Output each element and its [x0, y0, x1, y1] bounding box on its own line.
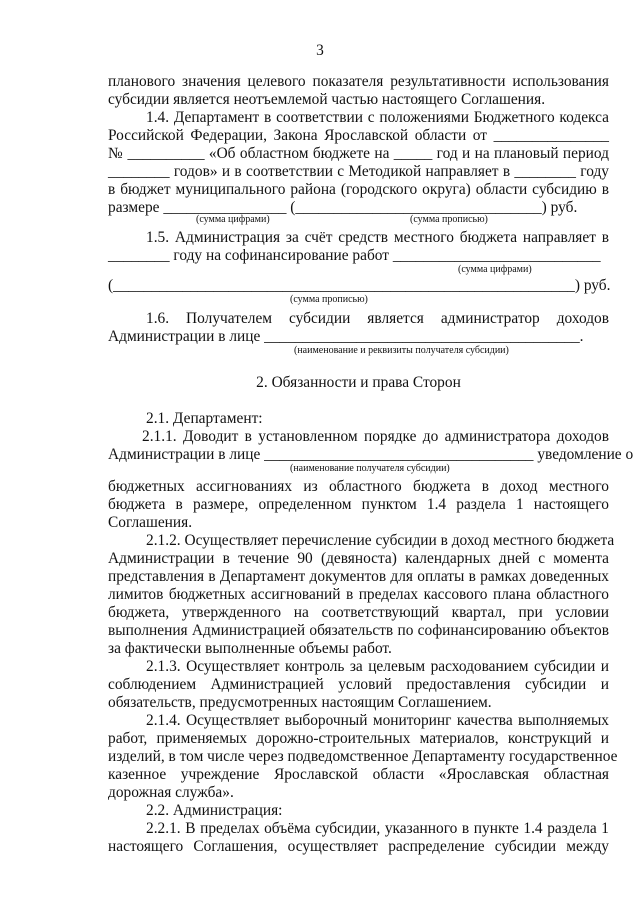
section-heading: 2. Обязанности и права Сторон — [256, 374, 461, 391]
text-line: 2.1.2. Осуществляет перечисление субсидии в доход местного бюджета — [146, 532, 615, 549]
page-number: 3 — [316, 42, 324, 59]
text-line: дорожная служба». — [108, 784, 234, 801]
text-line: представления в Департамент документов для оплаты в рамках доведенных — [108, 568, 609, 585]
text-line: выполнения Администрацией обязательств по софинансированию объектов — [108, 622, 609, 639]
text-line: изделий, в том числе через подведомственное Департаменту государственное — [108, 748, 618, 765]
text-line: Администрации в течение 90 (девяноста) календарных дней с момента — [108, 550, 609, 567]
text-line: соблюдением Администрацией условий предоставления субсидии и — [108, 676, 609, 693]
text-line: субсидии является неотъемлемой частью настоящего Соглашения. — [108, 91, 546, 108]
text-line: работ, применяемых дорожно-строительных материалов, конструкций и — [108, 730, 609, 747]
text-line: обязательств, предусмотренных настоящим Соглашением. — [108, 694, 492, 711]
text-line: Администрации в лице ___________________________________ уведомление о — [108, 446, 634, 463]
caption-sum-digits: (сумма цифрами) — [458, 264, 532, 275]
text-line: ________ году на софинансирование работ ___________________________ — [108, 247, 601, 264]
text-line: 2.1.3. Осуществляет контроль за целевым расходованием субсидии и — [146, 658, 609, 675]
text-line: за фактически выполненные объемы работ. — [108, 640, 392, 657]
text-line: в бюджет муниципального района (городского округа) области субсидию в — [108, 181, 609, 198]
text-line: бюджетных ассигнованиях из областного бюджета в доход местного — [108, 478, 609, 495]
caption-sum-words: (сумма прописью) — [410, 214, 488, 225]
text-line: 2.2.1. В пределах объёма субсидии, указанного в пункте 1.4 раздела 1 — [146, 820, 609, 837]
text-line: 2.1.4. Осуществляет выборочный мониторинг качества выполняемых — [146, 712, 609, 729]
caption-recipient-name: (наименование получателя субсидии) — [290, 463, 450, 474]
text-line: планового значения целевого показателя результативности использования — [108, 73, 609, 90]
text-line: ________ годов» и в соответствии с Методикой направляет в ________ году — [108, 163, 609, 180]
caption-sum-digits: (сумма цифрами) — [196, 214, 270, 225]
text-line: Администрации в лице _________________________________________. — [108, 328, 584, 345]
text-line: 1.5. Администрация за счёт средств местного бюджета направляет в — [146, 229, 609, 246]
text-line: 2.2. Администрация: — [146, 802, 283, 819]
text-line: бюджета, утвержденного на соответствующий квартал, при условии — [108, 604, 609, 621]
text-line: казенное учреждение Ярославской области «Ярославская областная — [108, 766, 609, 783]
text-line: (____________________________________________________________) руб. — [108, 277, 611, 294]
caption-sum-words: (сумма прописью) — [290, 294, 368, 305]
text-line: 1.6. Получателем субсидии является администратор доходов — [146, 310, 609, 327]
text-line: настоящего Соглашения, осуществляет распределение субсидии между — [108, 838, 609, 855]
text-line: Соглашения. — [108, 514, 193, 531]
text-line: № __________ «Об областном бюджете на _____ год и на плановый период — [108, 145, 609, 162]
text-line: лимитов бюджетных ассигнований в пределах кассового плана областного — [108, 586, 609, 603]
text-line: 1.4. Департамент в соответствии с положениями Бюджетного кодекса — [146, 109, 609, 126]
text-line: бюджета в размере, определенном пунктом 1.4 раздела 1 настоящего — [108, 496, 609, 513]
text-line: 2.1.1. Доводит в установленном порядке до администратора доходов — [142, 428, 609, 445]
text-line: размере ________________ (________________________________) руб. — [108, 199, 578, 216]
text-line: 2.1. Департамент: — [146, 410, 263, 427]
caption-recipient-details: (наименование и реквизиты получателя субсидии) — [294, 345, 509, 356]
text-line: Российской Федерации, Закона Ярославской области от _______________ — [108, 127, 609, 144]
